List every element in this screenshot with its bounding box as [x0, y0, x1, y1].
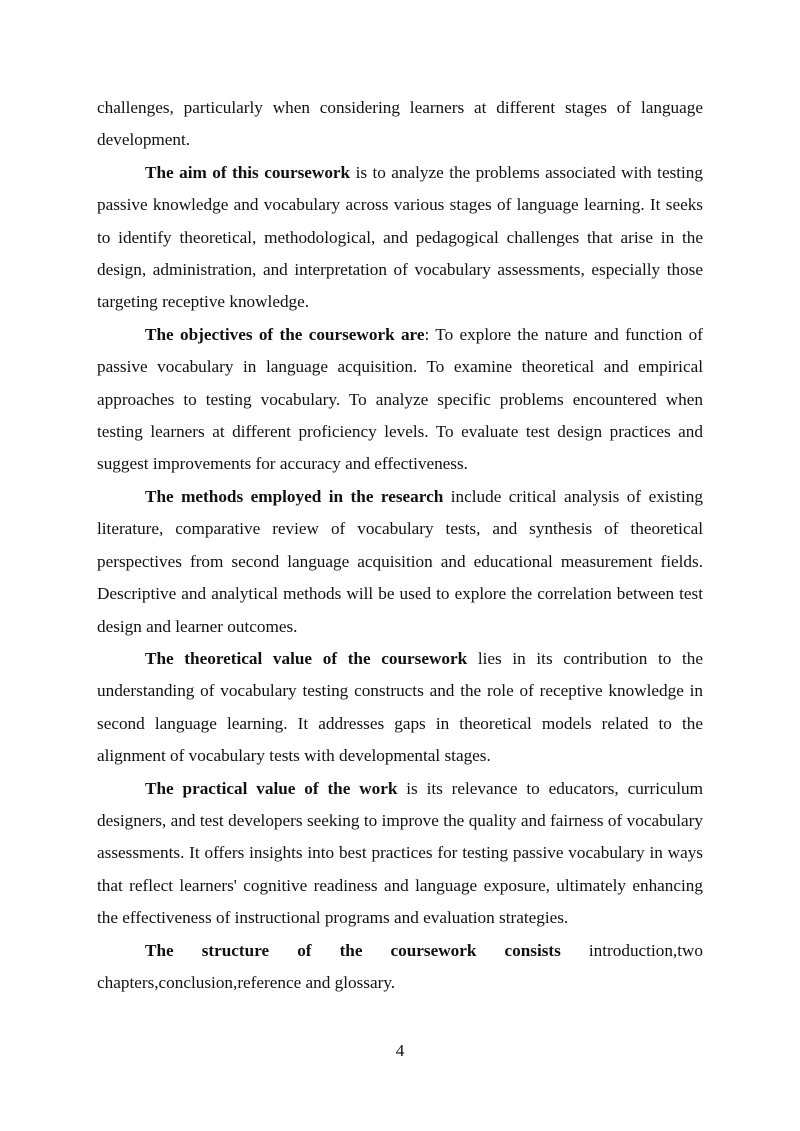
body-text [97, 92, 703, 999]
paragraph-lead: The theoretical value of the coursework [145, 648, 468, 668]
paragraph-lead: The practical value of the work [145, 778, 398, 798]
paragraph-lead: The methods employed in the research [145, 486, 444, 506]
page-number: 4 [395, 1041, 405, 1060]
paragraph-text: introduction,two chapters,conclusion,reference and glossary. [97, 940, 703, 992]
paragraph-objectives [97, 319, 703, 481]
paragraph-methods [97, 481, 703, 643]
paragraph-structure [97, 935, 703, 1000]
paragraph-text: is to analyze the problems associated with testing passive knowledge and vocabulary across various stages of language learning. It seeks to identify theoretical, methodological, and pedagogical challenges that arise in the design, administration, and interpretation of vocabulary assessments, especially those targeting receptive knowledge. [97, 162, 703, 312]
paragraph-theoretical-value [97, 643, 703, 773]
paragraph-continuation [97, 92, 703, 157]
paragraph-text: include critical analysis of existing literature, comparative review of vocabulary tests, and synthesis of theoretical perspectives from second language acquisition and educational measurement fields. Descriptive and analytical methods will be used to explore the correlation between test design and learner outcomes. [97, 486, 703, 636]
paragraph-lead: The objectives of the coursework are [145, 324, 425, 344]
paragraph-lead: The aim of this coursework [145, 162, 351, 182]
paragraph-practical-value [97, 773, 703, 935]
paragraph-text: lies in its contribution to the understanding of vocabulary testing constructs and the role of receptive knowledge in second language learning. It addresses gaps in theoretical models related to the alignment of vocabulary tests with developmental stages. [97, 648, 703, 766]
paragraph-text: challenges, particularly when considering learners at different stages of language development. [97, 98, 703, 150]
paragraph-lead: The structure of the coursework consists [145, 940, 561, 960]
paragraph-text: is its relevance to educators, curriculum designers, and test developers seeking to improve the quality and fairness of vocabulary assessments. It offers insights into best practices for testing passive vocabulary in ways that reflect learners' cognitive readiness and language exposure, ultimately enhancing the effectiveness of instructional programs and evaluation strategies. [97, 778, 703, 928]
paragraph-text: : To explore the nature and function of passive vocabulary in language acquisition. To examine theoretical and empirical approaches to testing vocabulary. To analyze specific problems encountered when testing learners at different proficiency levels. To evaluate test design practices and suggest improvements for accuracy and effectiveness. [97, 324, 703, 474]
paragraph-aim [97, 157, 703, 319]
